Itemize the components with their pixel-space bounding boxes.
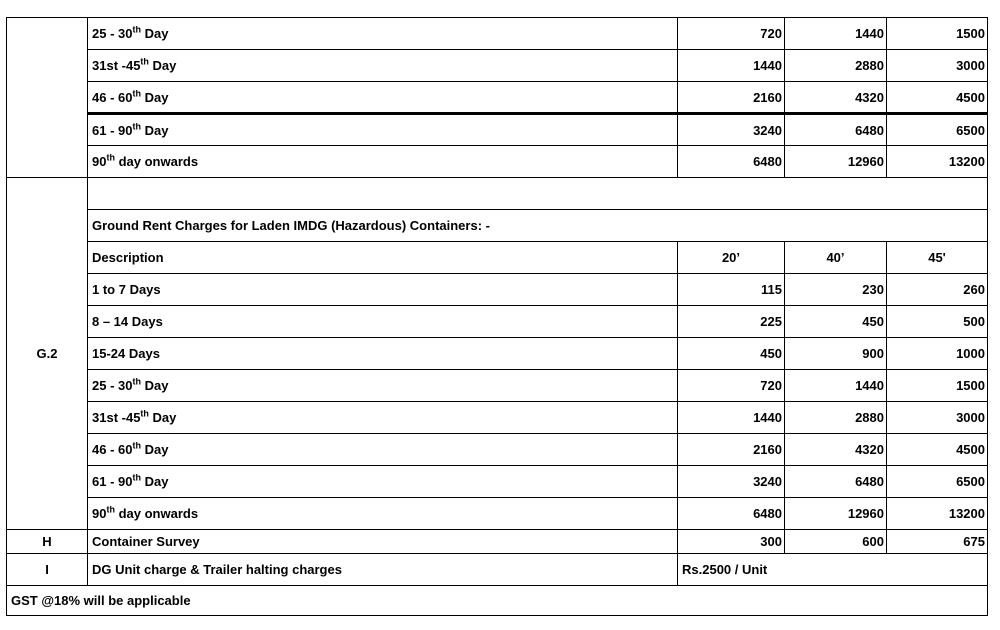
table-row	[7, 18, 988, 50]
duration-label: 8 – 14 Days	[88, 306, 678, 338]
table-row	[7, 434, 988, 466]
rate-40ft: 230	[785, 274, 887, 306]
duration-label: 90th day onwards	[88, 498, 678, 530]
rate-40ft: 450	[785, 306, 887, 338]
rate-40ft: 600	[785, 530, 887, 554]
rate-20ft: 6480	[678, 498, 785, 530]
duration-label: 61 - 90th Day	[88, 114, 678, 146]
rate-20ft: 115	[678, 274, 785, 306]
duration-label: 61 - 90th Day	[88, 466, 678, 498]
table-row	[7, 306, 988, 338]
table-row	[7, 498, 988, 530]
tariff-table	[6, 17, 988, 616]
rate-20ft: 3240	[678, 466, 785, 498]
rate-45ft: 3000	[887, 50, 988, 82]
rate-20ft: 450	[678, 338, 785, 370]
duration-label: 25 - 30th Day	[88, 370, 678, 402]
unit-rate: Rs.2500 / Unit	[678, 554, 988, 586]
rate-40ft: 12960	[785, 498, 887, 530]
rate-40ft: 1440	[785, 370, 887, 402]
rate-45ft: 4500	[887, 82, 988, 114]
section-code-g2: G.2	[7, 178, 88, 530]
rate-40ft: 1440	[785, 18, 887, 50]
item-label: Container Survey	[88, 530, 678, 554]
rate-40ft: 2880	[785, 50, 887, 82]
rate-20ft: 720	[678, 18, 785, 50]
rate-40ft: 900	[785, 338, 887, 370]
description-header: Description	[88, 242, 678, 274]
rate-45ft: 3000	[887, 402, 988, 434]
footer-row	[7, 586, 988, 616]
table-row	[7, 178, 988, 210]
table-row	[7, 146, 988, 178]
table-row	[7, 274, 988, 306]
rate-20ft: 225	[678, 306, 785, 338]
rate-40ft: 6480	[785, 466, 887, 498]
rate-45ft: 500	[887, 306, 988, 338]
size-20ft-header: 20’	[678, 242, 785, 274]
table-row	[7, 114, 988, 146]
rate-20ft: 720	[678, 370, 785, 402]
rate-40ft: 4320	[785, 82, 887, 114]
rate-45ft: 4500	[887, 434, 988, 466]
duration-label: 15-24 Days	[88, 338, 678, 370]
rate-40ft: 12960	[785, 146, 887, 178]
table-row	[7, 402, 988, 434]
section-heading: Ground Rent Charges for Laden IMDG (Hazardous) Containers: -	[88, 210, 988, 242]
rate-45ft: 1000	[887, 338, 988, 370]
duration-label: 46 - 60th Day	[88, 82, 678, 114]
section-code-i: I	[7, 554, 88, 586]
duration-label: 25 - 30th Day	[88, 18, 678, 50]
duration-label: 90th day onwards	[88, 146, 678, 178]
column-header-row	[7, 242, 988, 274]
item-label: DG Unit charge & Trailer halting charges	[88, 554, 678, 586]
rate-45ft: 6500	[887, 466, 988, 498]
rate-45ft: 1500	[887, 370, 988, 402]
rate-45ft: 260	[887, 274, 988, 306]
table-row	[7, 210, 988, 242]
table-row	[7, 466, 988, 498]
table-row	[7, 50, 988, 82]
duration-label: 1 to 7 Days	[88, 274, 678, 306]
section-code-h: H	[7, 530, 88, 554]
table-row	[7, 554, 988, 586]
rate-20ft: 2160	[678, 434, 785, 466]
rate-20ft: 6480	[678, 146, 785, 178]
blank-spacer-cell	[88, 178, 988, 210]
size-40ft-header: 40’	[785, 242, 887, 274]
rate-40ft: 6480	[785, 114, 887, 146]
table-row	[7, 370, 988, 402]
rate-45ft: 13200	[887, 498, 988, 530]
rate-45ft: 675	[887, 530, 988, 554]
table-row	[7, 338, 988, 370]
rate-45ft: 6500	[887, 114, 988, 146]
size-45ft-header: 45'	[887, 242, 988, 274]
duration-label: 31st -45th Day	[88, 50, 678, 82]
rate-40ft: 2880	[785, 402, 887, 434]
rate-45ft: 13200	[887, 146, 988, 178]
rate-20ft: 1440	[678, 402, 785, 434]
rate-20ft: 1440	[678, 50, 785, 82]
rate-45ft: 1500	[887, 18, 988, 50]
rate-40ft: 4320	[785, 434, 887, 466]
continuation-code-cell	[7, 18, 88, 178]
rate-20ft: 300	[678, 530, 785, 554]
table-row	[7, 82, 988, 114]
duration-label: 31st -45th Day	[88, 402, 678, 434]
gst-note: GST @18% will be applicable	[7, 586, 988, 616]
duration-label: 46 - 60th Day	[88, 434, 678, 466]
table-row	[7, 530, 988, 554]
rate-20ft: 3240	[678, 114, 785, 146]
rate-20ft: 2160	[678, 82, 785, 114]
